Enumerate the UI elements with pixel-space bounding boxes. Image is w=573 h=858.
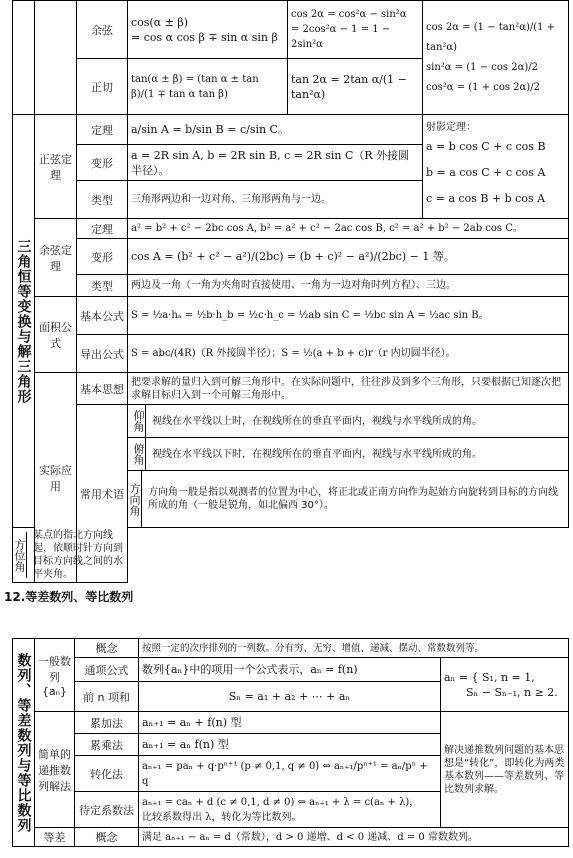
sine-type-text: 三角形两边和一边对角、三角形两角与一边。 bbox=[128, 181, 423, 219]
term-depression-text: 视线在水平线以下时，在视线所在的垂直平面内，视线与水平线所成的角。 bbox=[152, 448, 482, 460]
general-sum-label: 前 n 项和 bbox=[75, 682, 139, 712]
term-direction-text: 方向角一般是指以观测者的位置为中心，将正北或正南方向作为起始方向旋转到目标的方向线所成的角（一般是锐角，如北偏西 30°）。 bbox=[148, 487, 558, 511]
blank-cell bbox=[35, 1, 77, 115]
recur-coef-2: 比较系数得出 λ，转化为等比数列。 bbox=[142, 811, 302, 823]
cosine-type-text: 两边及一角（一角为夹角时直接使用、一角为一边对角时列方程）、三边。 bbox=[128, 275, 569, 297]
term-azimuth-label: 方位角 bbox=[13, 532, 27, 578]
projection-title: 射影定理： bbox=[426, 122, 476, 133]
cosine-group-label: 余弦定理 bbox=[35, 219, 77, 297]
recur-coef-label: 待定系数法 bbox=[75, 792, 139, 828]
app-idea-text: 把要求解的量归入到可解三角形中。在实际问题中，往往涉及到多个三角形，只要根据已知逐次把求解目标归入到一个可解三角形中。 bbox=[128, 373, 569, 405]
blank-cell bbox=[13, 1, 35, 115]
double-angle-identities bbox=[423, 1, 569, 115]
term-direction-label: 方向角 bbox=[128, 471, 142, 527]
cos-sum-line1: cos(α ± β) bbox=[131, 15, 189, 29]
tan-sum-formula: tan(α ± β) = (tan α ± tan β)/(1 ∓ tan α tan β) bbox=[128, 59, 288, 115]
general-sum-text: Sₙ = a₁ + a₂ + ⋯ + aₙ bbox=[139, 682, 441, 712]
identity-1: cos 2α = (1 − tan²α)/(1 + tan²α) bbox=[426, 21, 556, 53]
cos-label: 余弦 bbox=[77, 1, 128, 59]
app-terms-label: 常用术语 bbox=[77, 405, 128, 583]
term-direction-row bbox=[128, 471, 569, 528]
app-group-label: 实际应用 bbox=[35, 373, 77, 583]
general-formula-label: 通项公式 bbox=[75, 658, 139, 682]
term-elevation-text: 视线在水平线以上时，在视线所在的垂直平面内，视线与水平线所成的角。 bbox=[152, 415, 482, 427]
cos-sum-formula bbox=[128, 1, 288, 59]
cos2a-line1: cos 2α = cos²α − sin²α bbox=[291, 9, 407, 20]
cos2a-formula bbox=[288, 1, 423, 59]
projection-2: b = a cos C + c cos A bbox=[426, 166, 546, 179]
cosine-law-label: 定理 bbox=[77, 219, 128, 239]
cos2a-line2: = 2cos²α − 1 = 1 − 2sin²α bbox=[291, 24, 391, 50]
projection-theorem bbox=[423, 115, 569, 219]
section-heading: 12.等差数列、等比数列 bbox=[4, 590, 134, 604]
identity-3: cos²α = (1 + cos 2α)/2 bbox=[426, 81, 540, 93]
recur-conv-label: 转化法 bbox=[75, 756, 139, 792]
sine-var-formula: a = 2R sin A, b = 2R sin B, c = 2R sin C（R 外接圆半径）。 bbox=[128, 145, 423, 181]
main-group-label: 三角恒等变换与解三角形 bbox=[13, 115, 35, 528]
trig-formula-table bbox=[12, 0, 569, 583]
recur-add-text: aₙ₊₁ = aₙ + f(n) 型 bbox=[139, 712, 441, 734]
sine-law-formula: a/sin A = b/sin B = c/sin C。 bbox=[128, 115, 423, 145]
recur-conv-text: aₙ₊₁ = paₙ + q·pⁿ⁺¹ (p ≠ 0,1, q ≠ 0) ⇔ aₙ₊₁/pⁿ⁺¹ = aₙ/pⁿ + q bbox=[139, 756, 441, 792]
term-depression-row bbox=[128, 438, 569, 471]
cosine-var-label: 变形 bbox=[77, 239, 128, 275]
term-azimuth-row bbox=[13, 528, 128, 583]
area-basic-formula: S = ½a·hₐ = ½b·h_b = ½c·h_c = ½ab sin C = ½bc sin A = ½ac sin B。 bbox=[128, 297, 569, 335]
area-basic-label: 基本公式 bbox=[77, 297, 128, 335]
recur-add-label: 累加法 bbox=[75, 712, 139, 734]
app-idea-label: 基本思想 bbox=[77, 373, 128, 405]
projection-1: a = b cos C + c cos B bbox=[426, 140, 546, 153]
recur-coef-text bbox=[139, 792, 441, 828]
recur-mul-text: aₙ₊₁ = aₙ f(n) 型 bbox=[139, 734, 441, 756]
recur-group-label: 简单的递推数列解法 bbox=[35, 712, 75, 828]
term-depression-label: 俯角 bbox=[128, 438, 146, 470]
sine-var-label: 变形 bbox=[77, 145, 128, 181]
tan2a-formula: tan 2α = 2tan α/(1 − tan²α) bbox=[288, 59, 423, 115]
seq-main-group-label: 数列、等差数列与等比数列 bbox=[13, 639, 35, 847]
term-elevation-label: 仰角 bbox=[128, 405, 146, 437]
general-group-label: 一般数列{aₙ} bbox=[35, 639, 75, 712]
sine-type-label: 类型 bbox=[77, 181, 128, 219]
tan-label: 正切 bbox=[77, 59, 128, 115]
arith-concept-text: 满足 aₙ₊₁ − aₙ = d（常数），d > 0 递增、d < 0 递减、d = 0 常数数列。 bbox=[139, 828, 569, 847]
recur-coef-1: aₙ₊₁ = caₙ + d (c ≠ 0,1, d ≠ 0) ⇔ aₙ₊₁ + λ = c(aₙ + λ)， bbox=[142, 796, 420, 808]
cosine-law-formula: a² = b² + c² − 2bc cos A, b² = a² + c² − 2ac cos B, c² = a² + b² − 2ab cos C。 bbox=[128, 219, 569, 239]
arith-concept-label: 概念 bbox=[75, 828, 139, 847]
recur-note: 解决递推数列问题的基本思想是“转化”，即转化为两类基本数列——等差数列、等比数列求解。 bbox=[441, 712, 569, 828]
general-concept-text: 按照一定的次序排列的一列数。分有穷、无穷、增值、递减、摆动、常数数列等。 bbox=[139, 639, 569, 658]
sine-group-label: 正弦定理 bbox=[35, 115, 77, 219]
term-azimuth-text: 某点的指北方向线起，依顺时针方向到目标方向线之间的水平夹角。 bbox=[33, 530, 123, 580]
term-elevation-row bbox=[128, 405, 569, 438]
sine-law-label: 定理 bbox=[77, 115, 128, 145]
general-concept-label: 概念 bbox=[75, 639, 139, 658]
area-derived-formula: S = abc/(4R)（R 外接圆半径）；S = ½(a + b + c)r（r 内切圆半径）。 bbox=[128, 335, 569, 373]
cosine-type-label: 类型 bbox=[77, 275, 128, 297]
identity-2: sin²α = (1 − cos 2α)/2 bbox=[426, 61, 538, 73]
area-group-label: 面积公式 bbox=[35, 297, 77, 373]
general-formula-text: 数列{aₙ}中的项用一个公式表示，aₙ = f(n) bbox=[139, 658, 441, 682]
sequence-table bbox=[12, 638, 569, 847]
cosine-var-formula: cos A = (b² + c² − a²)/(2bc) = (b + c)² − a²)/(2bc) − 1 等。 bbox=[128, 239, 569, 275]
piecewise-2: Sₙ − Sₙ₋₁, n ≥ 2. bbox=[466, 685, 558, 699]
arith-group-label: 等差 bbox=[35, 828, 75, 847]
piecewise-1: aₙ = { S₁, n = 1, bbox=[444, 670, 535, 684]
piecewise-formula bbox=[441, 658, 569, 712]
recur-mul-label: 累乘法 bbox=[75, 734, 139, 756]
area-derived-label: 导出公式 bbox=[77, 335, 128, 373]
cos-sum-line2: = cos α cos β ∓ sin α sin β bbox=[131, 30, 278, 44]
projection-3: c = a cos B + b cos A bbox=[426, 192, 546, 205]
